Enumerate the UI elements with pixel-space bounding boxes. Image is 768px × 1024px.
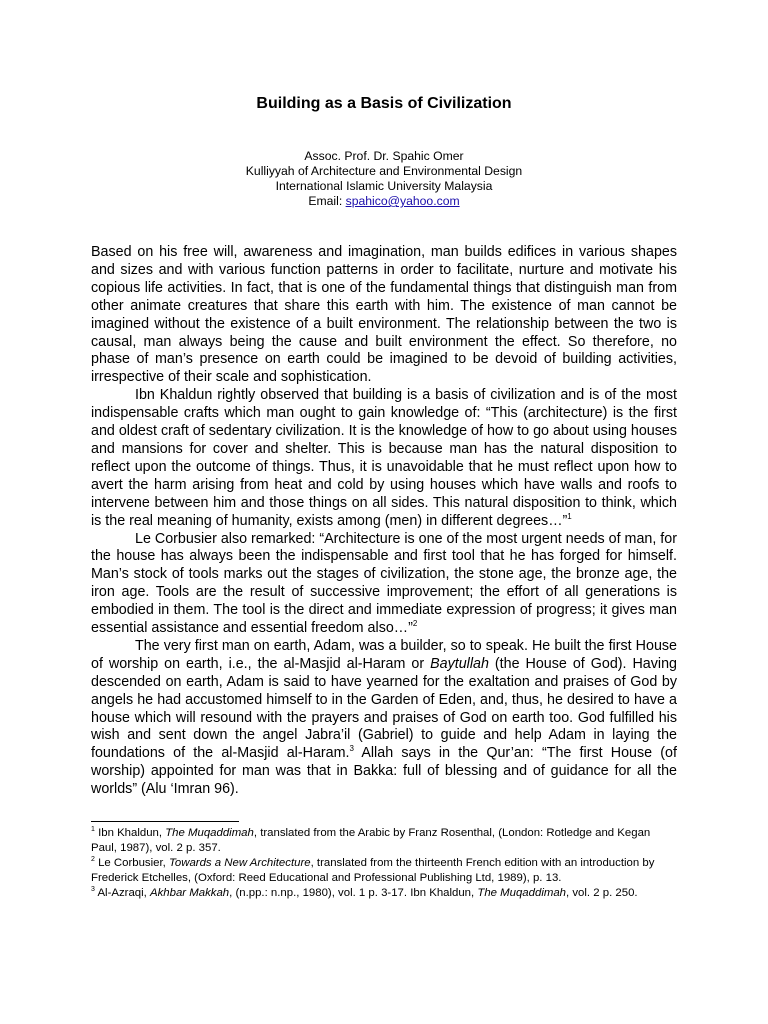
footnote-1-number: 1: [91, 826, 95, 834]
footnote-separator: [91, 821, 239, 822]
footnote-2-pre: Le Corbusier,: [94, 857, 169, 869]
footnote-1-post: , translated from the Arabic by Franz Rosenthal, (London: Rotledge and Kegan Paul, 1987), vol. 2 p. 357.: [91, 827, 651, 854]
author-department: Kulliyyah of Architecture and Environmental Design: [245, 164, 523, 178]
footnote-1-pre: Ibn Khaldun,: [94, 827, 166, 839]
paragraph-2-text: Ibn Khaldun rightly observed that building is a basis of civilization and is of the most indispensable crafts which man ought to gain knowledge of: “This (architecture) is the first and oldest craft of sedentary civilization. It is the knowledge of how to go about using houses and mansions for cover and shelter. This is because man has the natural disposition to reflect upon the outcome of things. Thus, it is unavoidable that he must reflect upon how to avert the harm arising from heat and cold by using houses which have walls and roofs to intervene between him and those things on all sides. This natural disposition to think, which is the real meaning of humanity, exists among (men) in different degrees…”: [91, 387, 677, 529]
footnote-2: [91, 856, 677, 886]
paragraph-4-text-b: (the House of God). Having descended on earth, Adam is said to have yearned for the exaltation and praises of God by angels he had accustomed himself to in the Garden of Eden, and, thus, he desired to have a house which will resound with the prayers and praises of God on earth too. God fulfilled his wish and sent down the angel Jabra’il (Gabriel) to guide and help Adam in laying the foundations of the al-Masjid al-Haram.: [91, 655, 677, 762]
footnote-ref-1[interactable]: 1: [567, 511, 572, 521]
paragraph-4-italic: Baytullah: [430, 655, 489, 672]
footnote-3-title: Akhbar Makkah: [149, 887, 230, 899]
footnote-1: [91, 826, 677, 856]
footnote-2-number: 2: [91, 856, 95, 864]
author-name: Assoc. Prof. Dr. Spahic Omer: [304, 149, 464, 163]
footnote-3-post: , (n.pp.: n.np., 1980), vol. 1 p. 3-17. Ibn Khaldun,: [229, 887, 478, 899]
author-email-line: [0, 194, 768, 209]
paragraph-2: [91, 387, 677, 530]
paragraph-4-text-c: Allah says in the Qur’an: “The first House (of worship) appointed for man was that in Bakka: full of blessing and of guidance for all the worlds” (Alu ‘Imran 96).: [91, 745, 677, 798]
footnote-ref-3[interactable]: 3: [349, 744, 354, 754]
author-university: International Islamic University Malaysia: [275, 179, 493, 193]
footnote-2-post: , translated from the thirteenth French edition with an introduction by Frederick Etchelles, (Oxford: Reed Educational and Professional Publishing Ltd, 1989), p. 13.: [91, 857, 655, 884]
author-block: [0, 149, 768, 209]
paragraph-3-text: Le Corbusier also remarked: “Architecture is one of the most urgent needs of man, for the house has always been the indispensable and first tool that he has forged for himself. Man’s stock of tools marks out the stages of civilization, the stone age, the bronze age, the iron age. Tools are the result of successive improvement; the effort of all generations is embodied in them. The tool is the direct and immediate expression of progress; it gives man essential assistance and essential freedom also…”: [91, 530, 677, 637]
footnote-3-pre: Al-Azraqi,: [94, 887, 150, 899]
footnotes: [91, 826, 677, 901]
email-label: Email:: [308, 194, 346, 208]
footnote-2-title: Towards a New Architecture: [168, 857, 311, 869]
footnote-3-number: 3: [91, 886, 95, 894]
footnote-ref-2[interactable]: 2: [412, 619, 418, 629]
body-text: [91, 244, 677, 799]
paragraph-4: [91, 638, 677, 799]
footnote-3-post-2: , vol. 2 p. 250.: [566, 887, 638, 899]
paper-title: Building as a Basis of Civilization: [256, 95, 512, 112]
footnote-3: [91, 886, 677, 901]
paragraph-1: Based on his free will, awareness and imagination, man builds edifices in various shapes and sizes and with various function patterns in order to facilitate, nurture and motivate his copious life activities. In fact, that is one of the fundamental things that distinguish man from other animate creatures that share this earth with him. The existence of man cannot be imagined without the existence of a built environment. The relationship between the two is causal, man always being the cause and built environment the effect. So therefore, no phase of man’s presence on earth could be imagined to be devoid of building activities, irrespective of their scale and sophistication.: [91, 244, 677, 386]
paragraph-4-text-a: The very first man on earth, Adam, was a builder, so to speak. He built the first House of worship on earth, i.e., the al-Masjid al-Haram or: [91, 637, 677, 672]
footnote-3-title-2: The Muqaddimah: [477, 887, 567, 899]
paragraph-3: [91, 531, 677, 638]
footnote-1-title: The Muqaddimah: [165, 827, 254, 839]
email-link[interactable]: spahico@yahoo.com: [345, 194, 460, 208]
